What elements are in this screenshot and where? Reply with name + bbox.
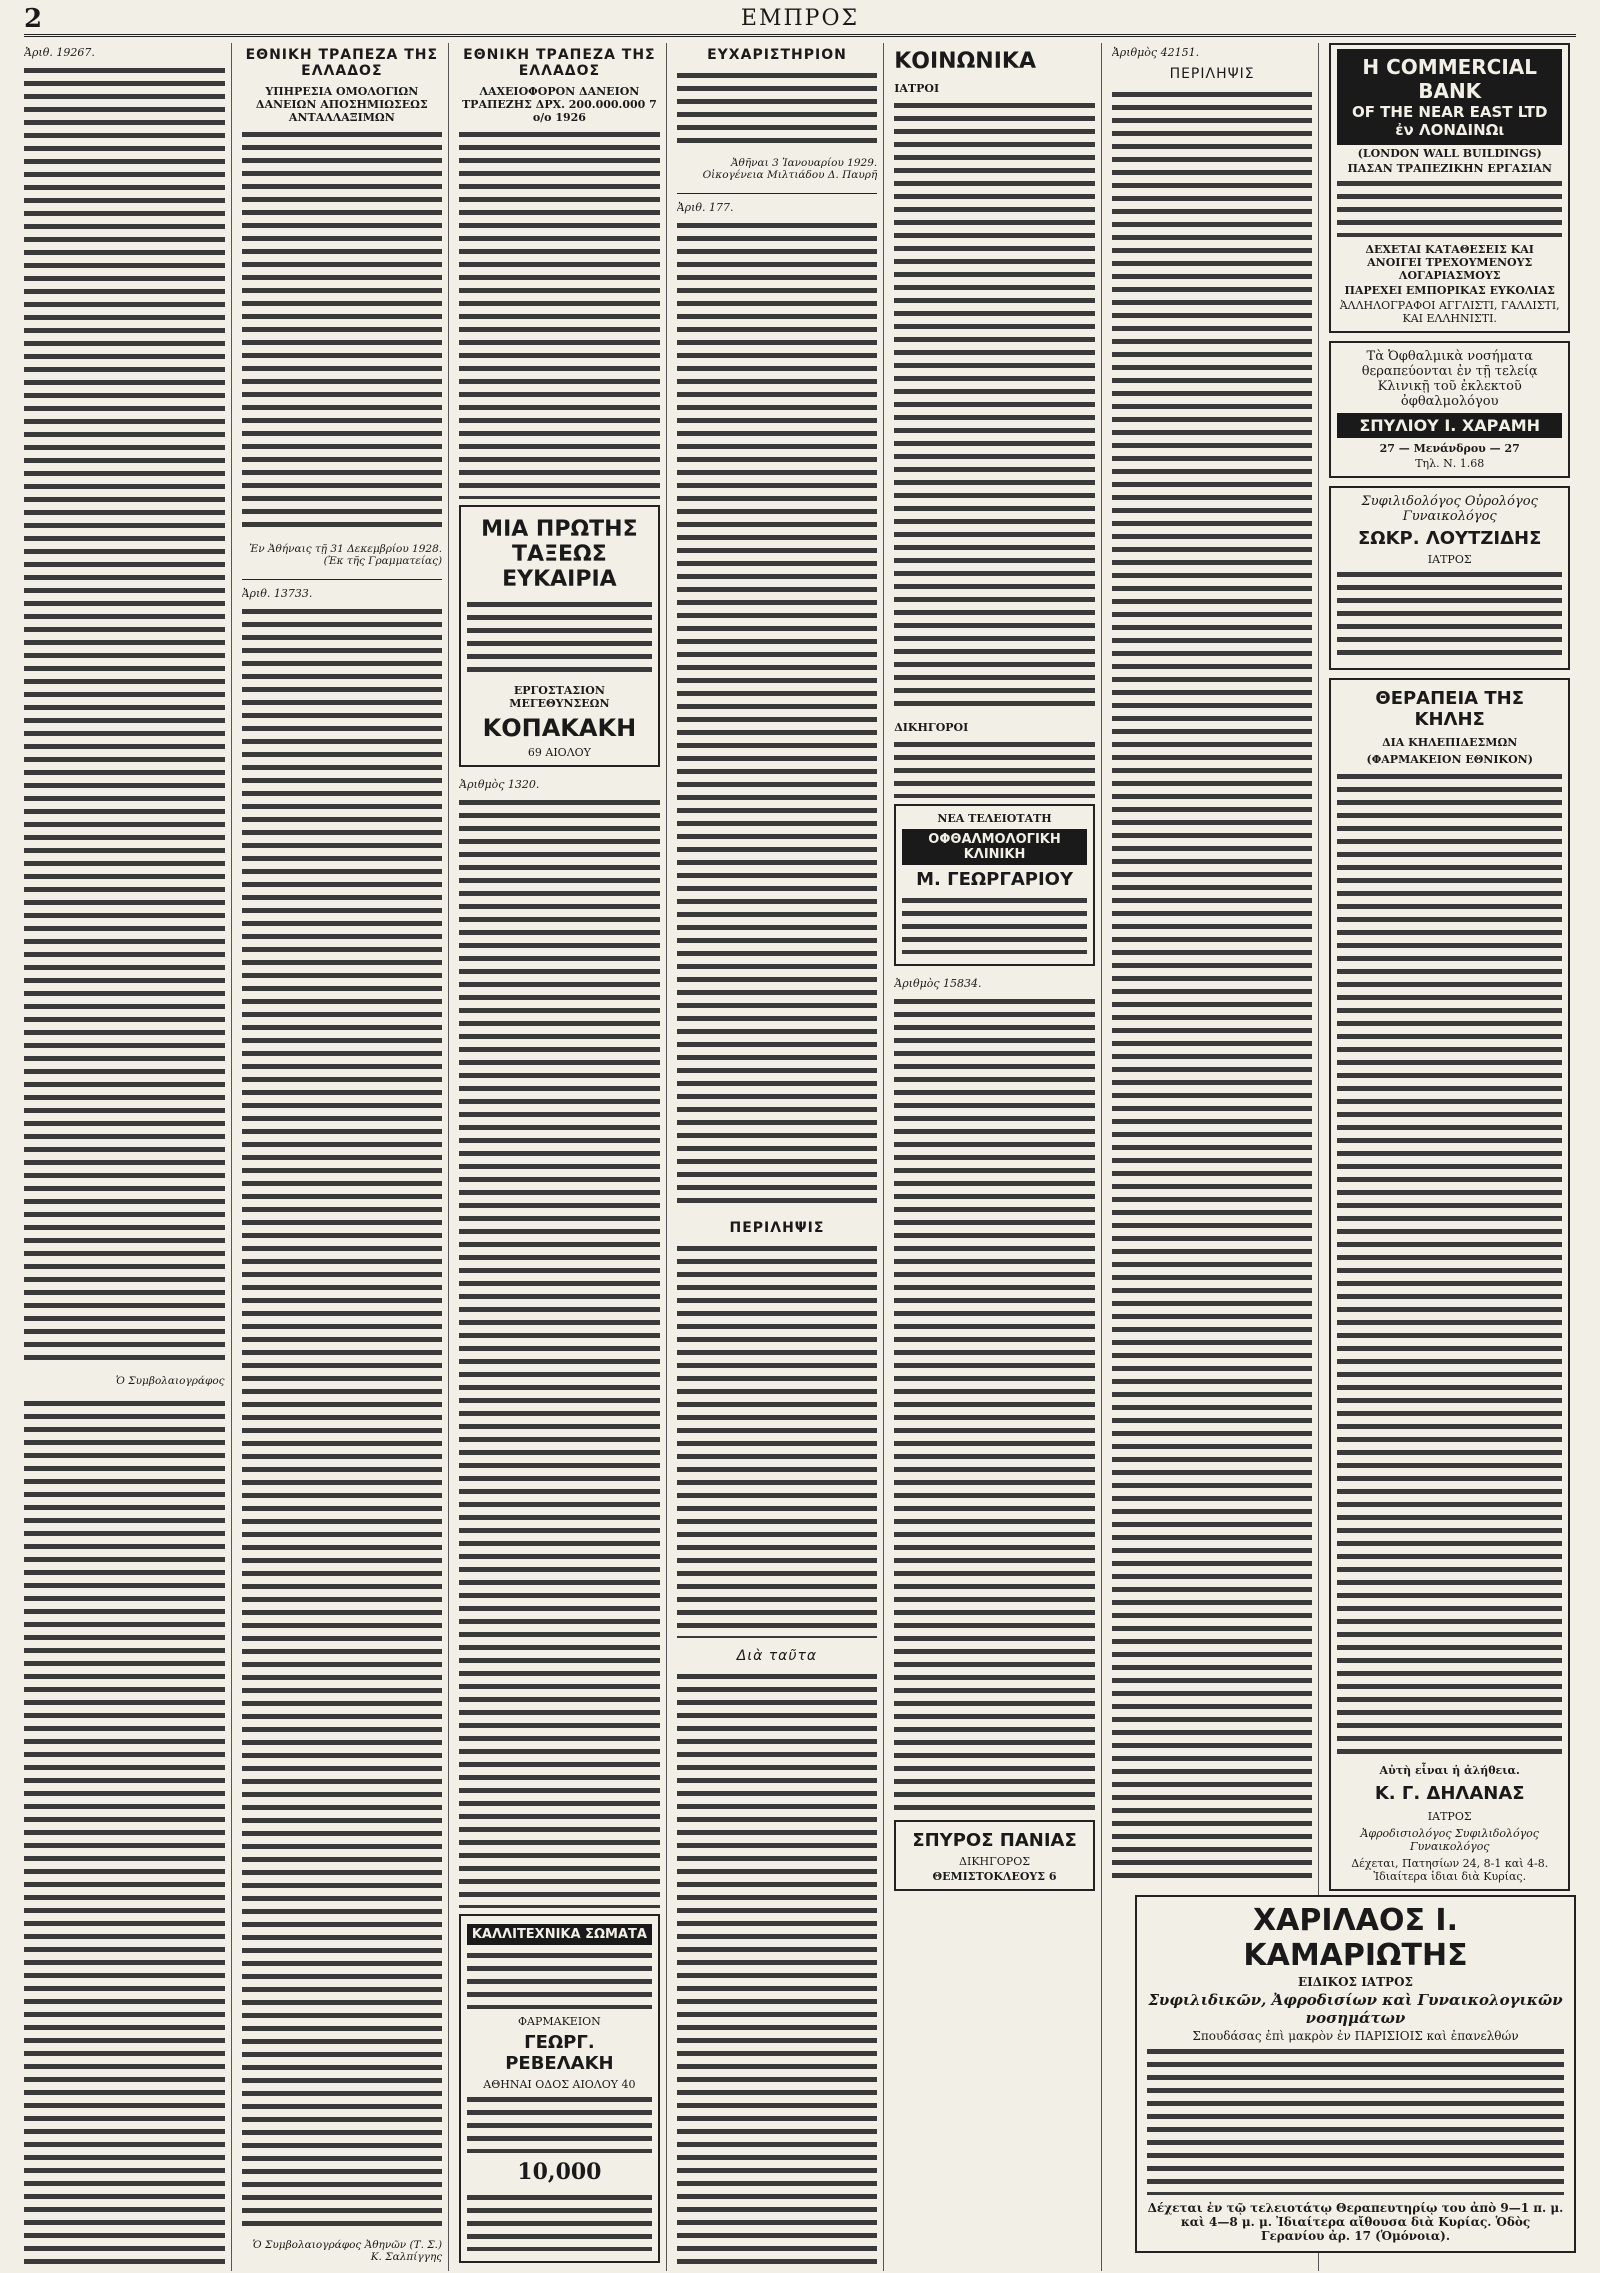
urologist-specialties: Συφιλιδολόγος Οὐρολόγος Γυναικολόγος [1361, 494, 1538, 524]
column-5 [894, 43, 1102, 2271]
social-title: ΚΟΙΝΩΝΙΚΑ [894, 49, 1036, 74]
bank-name-2: OF THE NEAR EAST LTD [1351, 103, 1548, 121]
pharmacy-body [467, 2093, 652, 2153]
bank-deposits: ΔΕΧΕΤΑΙ ΚΑΤΑΘΕΣΕΙΣ ΚΑΙ ΑΝΟΙΓΕΙ ΤΡΕΧΟΥΜΕΝΟΥΣ ΛΟΓΑΡΙΑΣΜΟΥΣ [1365, 243, 1534, 282]
eye-clinic-address: 27 — Μενάνδρου — 27 [1379, 442, 1520, 455]
factory-name: ΚΟΠΑΚΑΚΗ [482, 713, 637, 742]
notice-body-3 [242, 605, 443, 2231]
hernia-pharmacy: (ΦΑΡΜΑΚΕΙΟΝ ΕΘΝΙΚΟΝ) [1366, 753, 1533, 766]
notice-number-6: Ἀριθμὸς 42151. [1111, 46, 1200, 59]
notice-number: Ἀριθ. 19267. [24, 46, 95, 59]
bank-name: Η COMMERCIAL BANK [1362, 55, 1537, 103]
notice-number-5: Ἀριθμὸς 15834. [894, 977, 982, 991]
lottery-notice-subtitle: ΛΑΧΕΙΟΦΟΡΟΝ ΔΑΝΕΙΟΝ ΤΡΑΠΕΖΗΣ ΔΡΧ. 200.000.000 7 ο/ο 1926 [461, 85, 657, 124]
bank-services: ΠΑΣΑΝ ΤΡΑΠΕΖΙΚΗΝ ΕΡΓΑΣΙΑΝ [1347, 162, 1552, 175]
pharmacy-address: ΑΘΗΝΑΙ ΟΔΟΣ ΑΙΟΛΟΥ 40 [483, 2078, 636, 2091]
specialist-body [1147, 2045, 1564, 2195]
lawyers-listings [894, 738, 1095, 798]
second-doctor-specialties: Ἀφροδισιολόγος Συφιλιδολόγος Γυναικολόγος [1360, 1827, 1539, 1853]
lottery-notice-title: ΕΘΝΙΚΗ ΤΡΑΠΕΖΑ ΤΗΣ ΕΛΛΑΔΟΣ [463, 47, 656, 79]
bank-notice-title: ΕΘΝΙΚΗ ΤΡΑΠΕΖΑ ΤΗΣ ΕΛΛΑΔΟΣ [245, 47, 439, 79]
thanks-title: ΕΥΧΑΡΙΣΤΗΡΙΟΝ [707, 47, 847, 63]
factory-address: 69 ΑΙΟΛΟΥ [527, 745, 591, 759]
specialist-doctor-ad [1135, 1895, 1576, 2253]
column-1 [24, 43, 232, 2271]
notice-signature-2: Ὁ Συμβολαιογράφος Ἀθηνῶν (Τ. Σ.) Κ. Σαλπίγγης [252, 2239, 443, 2263]
bank-agents: ἈΛΛΗΛΟΓΡΑΦΟΙ ΑΓΓΛΙΣΤΙ, ΓΑΛΛΙΣΤΙ, ΚΑΙ ΕΛΛΗΝΙΣΤΙ. [1339, 299, 1560, 325]
notice-number-2: Ἀριθ. 13733. [241, 586, 313, 600]
corsets-ad [459, 1914, 660, 2263]
summary-title-2: ΠΕΡΙΛΗΨΙΣ [1169, 66, 1255, 82]
notice-number-4: Ἀριθ. 177. [676, 201, 734, 214]
newspaper-title: ΕΜΠΡΟΣ [740, 6, 860, 31]
summary-title: ΠΕΡΙΛΗΨΙΣ [729, 1220, 825, 1236]
bank-address: (LONDON WALL BUILDINGS) [1357, 147, 1542, 160]
second-doctor-address: Δέχεται, Πατησίων 24, 8-1 καὶ 4-8. Ἰδιαίτερα ἰδιαι διὰ Κυρίας. [1351, 1857, 1549, 1883]
clinic-name: Μ. ΓΕΩΡΓΑΡΙΟΥ [916, 869, 1073, 891]
notice-body-7 [1112, 88, 1313, 1881]
column-2 [242, 43, 450, 2271]
bank-notice-signature: Ἐν Ἀθήναις τῇ 31 Δεκεμβρίου 1928. (Ἐκ τῆς Γραμματείας) [249, 542, 443, 567]
hernia-body [1337, 770, 1562, 1756]
notice-body-6 [894, 995, 1095, 1814]
second-doctor-name: Κ. Γ. ΔΗΛΑΝΑΣ [1374, 1783, 1525, 1804]
lottery-notice-body [459, 128, 660, 499]
doctors-heading: ΙΑΤΡΟΙ [894, 82, 940, 95]
bank-city: ἐν ΛΟΝΔΙΝΩι [1395, 121, 1505, 139]
hernia-subtitle: ΔΙΑ ΚΗΛΕΠΙΔΕΣΜΩΝ [1382, 736, 1518, 749]
pharmacy-name: ΓΕΩΡΓ. ΡΕΒΕΛΑΚΗ [505, 2032, 614, 2074]
specialist-specialties: Συφιλιδικῶν, Ἀφροδισίων καὶ Γυναικολογικῶν νοσημάτων [1148, 1991, 1563, 2027]
divider [677, 193, 878, 194]
specialist-studies: Σπουδάσας ἐπὶ μακρὸν ἐν ΠΑΡΙΣΙΟΙΣ καὶ ἐπανελθών [1192, 2029, 1519, 2043]
eye-doctor-name: ΣΠΥΛΙΟΥ Ι. ΧΑΡΑΜΗ [1337, 413, 1562, 438]
urologist-body [1337, 568, 1562, 658]
bank-header [1337, 49, 1562, 145]
doctors-listings [894, 99, 1095, 713]
urologist-ad [1329, 486, 1570, 670]
bank-facilities: ΠΑΡΕΧΕΙ ΕΜΠΟΡΙΚΑΣ ΕΥΚΟΛΙΑΣ [1344, 284, 1555, 297]
notice-number-3: Ἀριθμὸς 1320. [459, 777, 540, 791]
bank-notice-subtitle: ΥΠΗΡΕΣΙΑ ΟΜΟΛΟΓΙΩΝ ΔΑΝΕΙΩΝ ΑΠΟΣΗΜΙΩΣΕΩΣ ΑΝΤΑΛΛΑΞΙΜΩΝ [255, 85, 428, 124]
column-4 [677, 43, 885, 2271]
summary-body-2 [677, 1670, 878, 2265]
summary-body [677, 1242, 878, 1638]
lawyer-role: ΔΙΚΗΓΟΡΟΣ [959, 1855, 1030, 1868]
corsets-body [467, 1949, 652, 2009]
clinic-title: ΟΦΘΑΛΜΟΛΟΓΙΚΗ ΚΛΙΝΙΚΗ [902, 829, 1087, 865]
opportunity-title: ΜΙΑ ΠΡΩΤΗΣ ΤΑΞΕΩΣ ΕΥΚΑΙΡΙΑ [481, 516, 638, 592]
eye-clinic-phone: Τηλ. Ν. 1.68 [1415, 457, 1485, 470]
eye-clinic-title: Τὰ Ὀφθαλμικὰ νοσήματα θεραπεύονται ἐν τῇ τελείᾳ Κλινικῇ τοῦ ἐκλεκτοῦ ὀφθαλμολόγου [1361, 349, 1538, 409]
bank-ad [1329, 43, 1570, 333]
notice-body-5 [677, 219, 878, 1210]
page-header [24, 4, 1576, 37]
second-doctor-role: ΙΑΤΡΟΣ [1427, 1810, 1472, 1823]
clinic-ad [894, 804, 1095, 966]
thanks-signature: Ἀθῆναι 3 Ἰανουαρίου 1929. Οἰκογένεια Μιλτιάδου Δ. Παυρῆ [702, 157, 878, 181]
price-body [467, 2191, 652, 2251]
corsets-title: ΚΑΛΛΙΤΕΧΝΙΚΑ ΣΩΜΑΤΑ [467, 1924, 652, 1945]
specialist-role: ΕΙΔΙΚΟΣ ΙΑΤΡΟΣ [1297, 1975, 1414, 1989]
factory-label: ΕΡΓΟΣΤΑΣΙΟΝ ΜΕΓΕΘΥΝΣΕΩΝ [509, 683, 610, 710]
opportunity-body [467, 598, 652, 678]
clinic-body [902, 894, 1087, 954]
notice-body [24, 64, 225, 1367]
notice-body-2 [24, 1397, 225, 2265]
lawyer-name: ΣΠΥΡΟΣ ΠΑΝΙΑΣ [912, 1830, 1077, 1851]
bank-body [1337, 177, 1562, 237]
lawyer-address: ΘΕΜΙΣΤΟΚΛΕΟΥΣ 6 [932, 1870, 1057, 1883]
urologist-name: ΣΩΚΡ. ΛΟΥΤΖΙΔΗΣ [1357, 528, 1542, 549]
page-number: 2 [24, 4, 43, 34]
price-value: 10,000 [517, 2159, 602, 2185]
pharmacy-label: ΦΑΡΜΑΚΕΙΟΝ [518, 2015, 601, 2028]
hernia-ad [1329, 678, 1570, 1891]
notice-body-4 [459, 796, 660, 1908]
thanks-body [677, 69, 878, 149]
specialist-hours: Δέχεται ἐν τῷ τελειοτάτῳ Θεραπευτηρίῳ του ἀπὸ 9—1 π. μ. καὶ 4—8 μ. μ. Ἰδιαίτερα αἴθουσα διὰ Κυρίας. Ὁδὸς Γερανίου ἀρ. 17 (Ὁμόνοια). [1147, 2201, 1564, 2243]
divider [242, 579, 443, 580]
bank-notice-body [242, 128, 443, 535]
notice-signature: Ὁ Συμβολαιογράφος [115, 1374, 225, 1387]
truth-statement: Αὐτὴ εἶναι ἡ ἀλήθεια. [1379, 1764, 1520, 1777]
specialist-name: ΧΑΡΙΛΑΟΣ Ι. ΚΑΜΑΡΙΩΤΗΣ [1243, 1903, 1468, 1973]
urologist-role: ΙΑΤΡΟΣ [1427, 553, 1472, 566]
eye-clinic-ad [1329, 341, 1570, 478]
hernia-title: ΘΕΡΑΠΕΙΑ ΤΗΣ ΚΗΛΗΣ [1375, 688, 1525, 730]
column-3 [459, 43, 667, 2271]
opportunity-ad [459, 505, 660, 767]
lawyer-ad [894, 1820, 1095, 1891]
section-heading: Διὰ ταῦτα [736, 1648, 818, 1665]
clinic-head: ΝΕΑ ΤΕΛΕΙΟΤΑΤΗ [937, 812, 1052, 826]
lawyers-heading: ΔΙΚΗΓΟΡΟΙ [894, 721, 969, 735]
